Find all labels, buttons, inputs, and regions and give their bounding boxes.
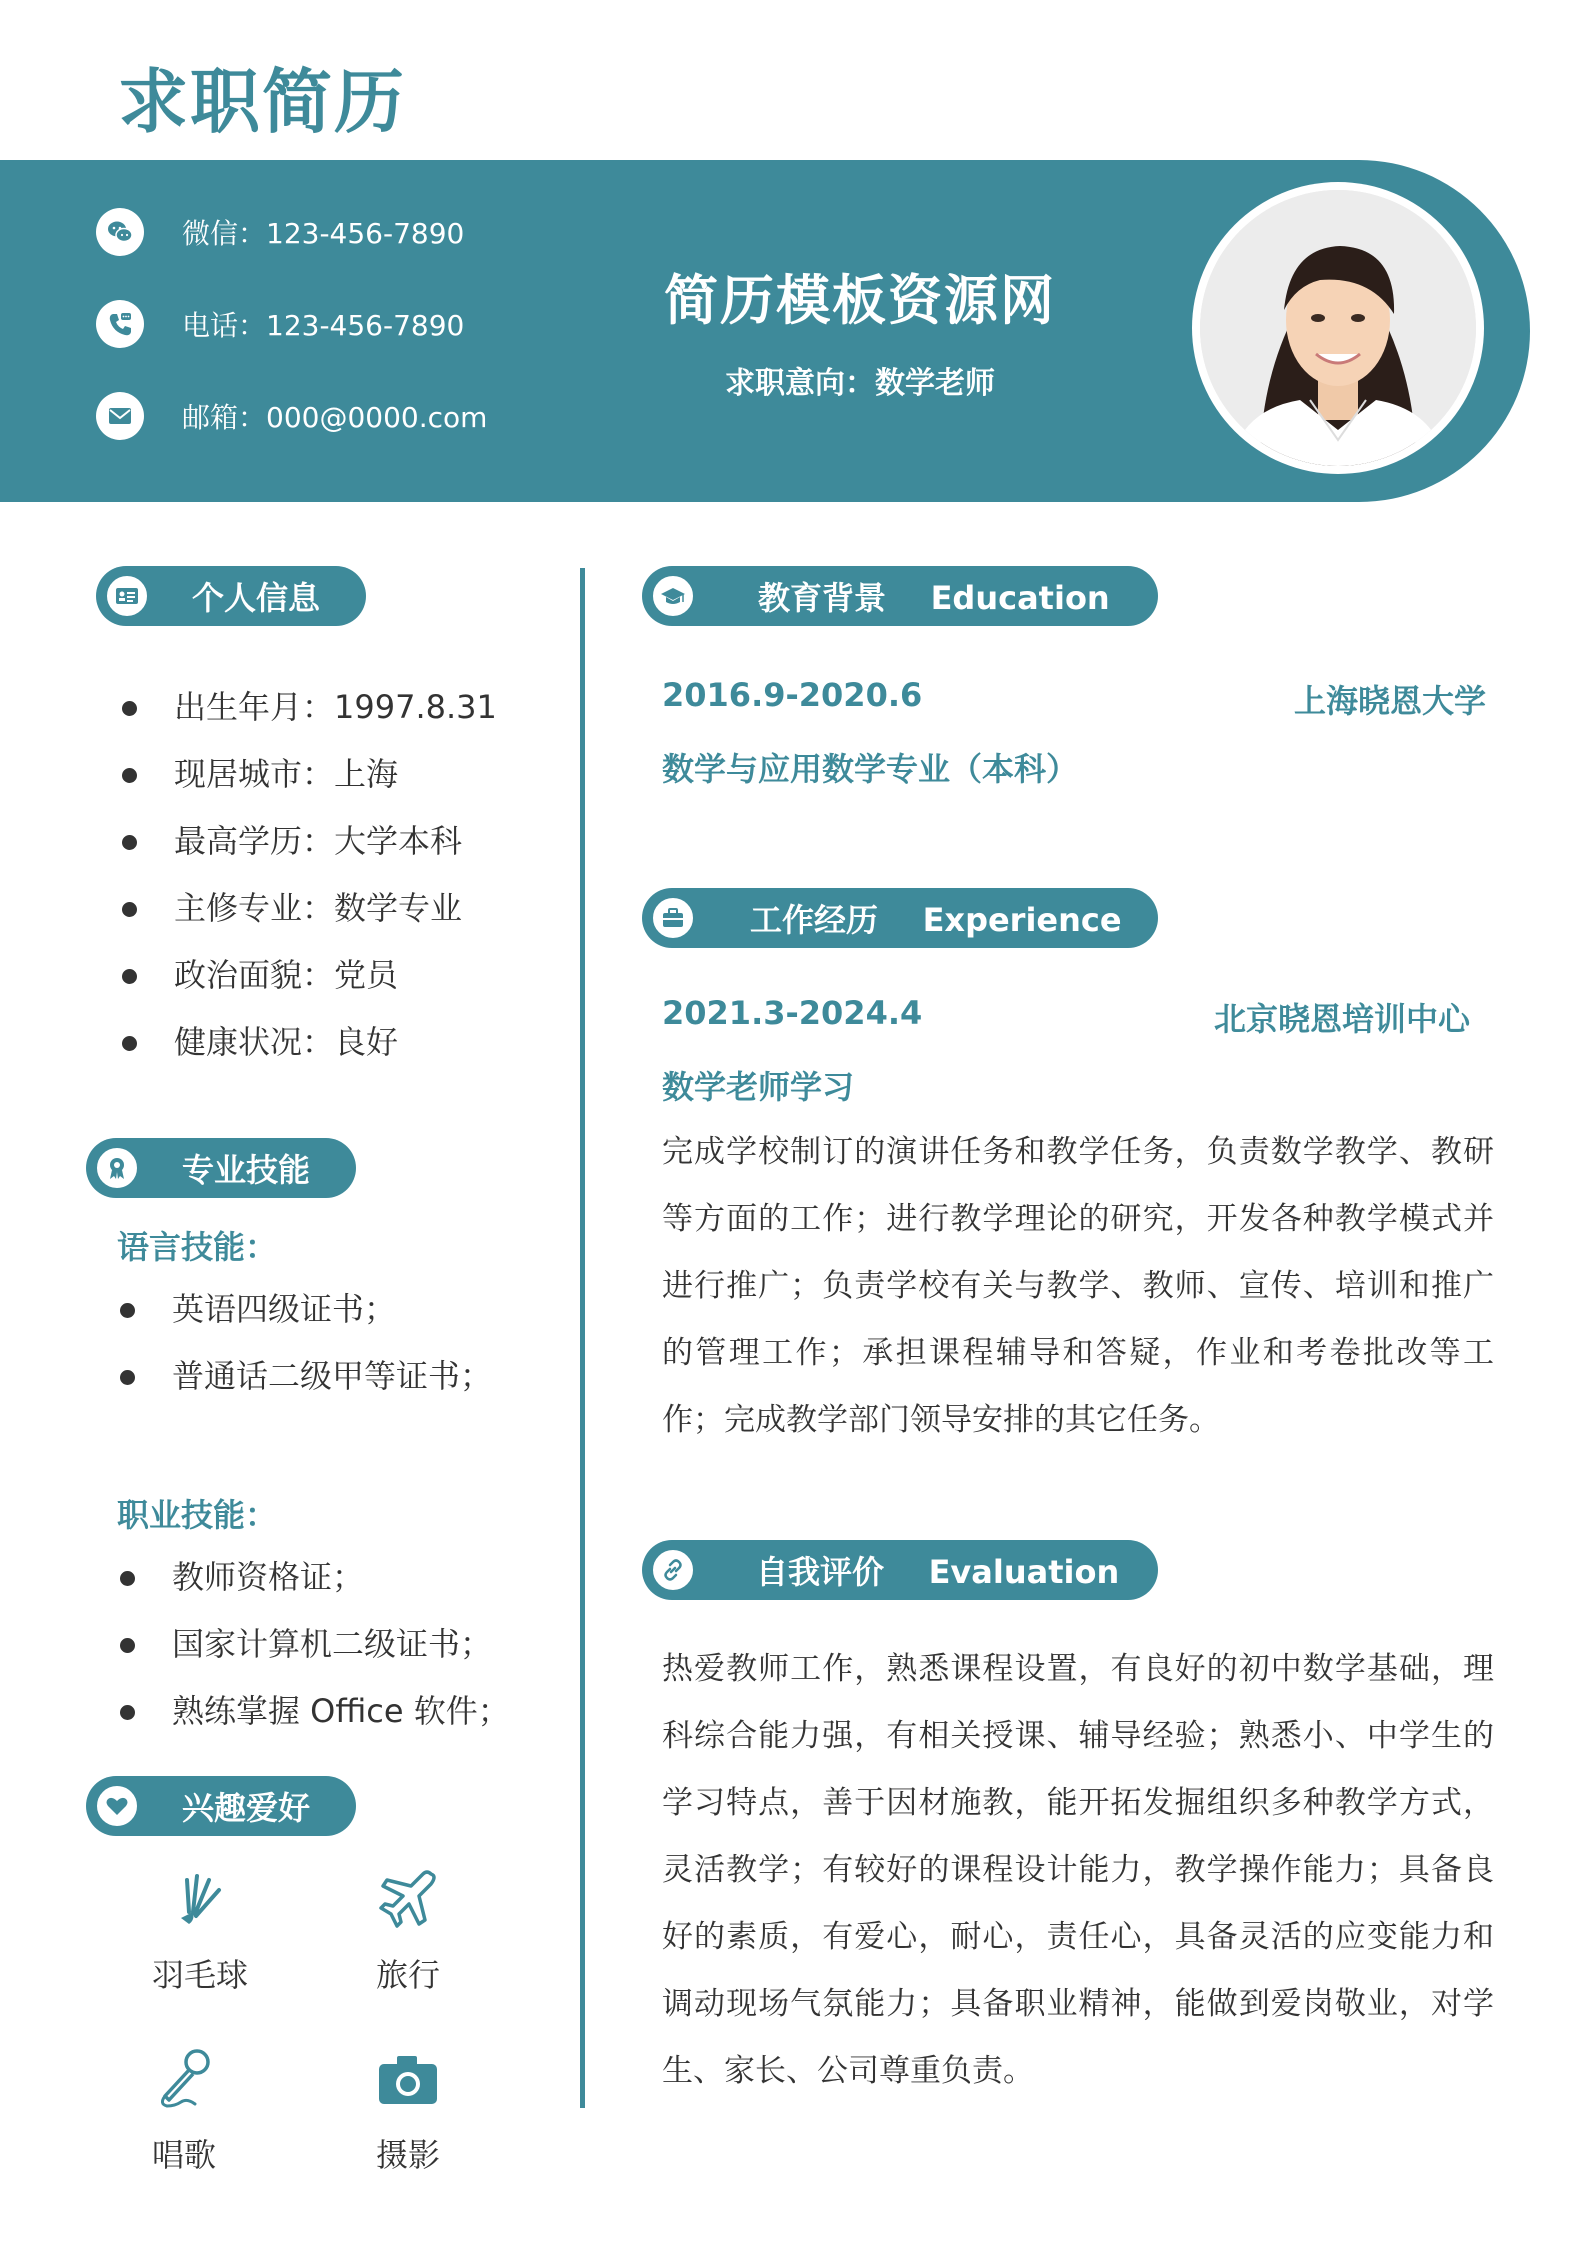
camera-icon [375,2046,441,2112]
professional-skills-title: 职业技能： [117,1496,278,1534]
section-header-education [642,566,1158,626]
education-school: 上海晓恩大学 [1294,682,1487,720]
heart-icon [94,1783,140,1829]
list-item: 现居城市：上海 [118,741,497,808]
hobby-singing [114,2046,254,2176]
section-header-personal [96,566,366,626]
page-title: 求职简历 [118,61,406,143]
hobby-photography [338,2046,478,2176]
phone-icon [96,300,144,348]
list-item: 最高学历：大学本科 [118,808,497,875]
language-skills-list [116,1276,492,1410]
list-item: 英语四级证书； [116,1276,492,1343]
hobby-travel [338,1866,478,1996]
section-title-evaluation: 自我评价 Evaluation [756,1553,1120,1591]
experience-role: 数学老师学习 [662,1068,855,1106]
microphone-icon [151,2046,217,2112]
candidate-name: 简历模板资源网 [664,269,1056,332]
contact-phone-text: 电话：123-456-7890 [182,309,465,342]
section-title-skills: 专业技能 [182,1151,311,1189]
award-icon [94,1145,140,1191]
mail-icon [96,392,144,440]
education-major: 数学与应用数学专业（本科） [662,750,1079,788]
airplane-icon [375,1866,441,1932]
hobby-label: 旅行 [375,1956,440,1994]
experience-period: 2021.3-2024.4 [662,994,923,1032]
education-period: 2016.9-2020.6 [662,676,923,714]
link-icon [650,1547,696,1593]
language-skills-title: 语言技能： [117,1228,278,1266]
briefcase-icon [650,895,696,941]
id-card-icon [104,573,150,619]
list-item: 普通话二级甲等证书； [116,1343,492,1410]
avatar [1200,190,1476,466]
badminton-icon [167,1866,233,1932]
contact-wechat-text: 微信：123-456-7890 [182,217,465,250]
contact-mail-text: 邮箱：000@0000.com [182,401,488,434]
hobby-badminton [130,1866,270,1996]
section-title-education: 教育背景 Education [758,579,1110,617]
contact-mail [96,392,487,440]
hobby-label: 羽毛球 [151,1956,248,1994]
list-item: 出生年月：1997.8.31 [118,674,497,741]
job-intent: 求职意向：数学老师 [725,366,995,401]
section-header-experience [642,888,1158,948]
section-header-evaluation [642,1540,1158,1600]
list-item: 政治面貌：党员 [118,942,497,1009]
section-title-hobbies: 兴趣爱好 [182,1789,311,1827]
hobby-label: 唱歌 [151,2136,216,2174]
experience-company: 北京晓恩培训中心 [1214,1000,1471,1038]
graduation-cap-icon [650,573,696,619]
contact-phone [96,300,464,348]
list-item: 国家计算机二级证书； [116,1611,510,1678]
list-item: 主修专业：数学专业 [118,875,497,942]
list-item: 教师资格证； [116,1544,510,1611]
list-item: 健康状况：良好 [118,1009,497,1076]
wechat-icon [96,208,144,256]
personal-info-list [118,674,497,1076]
professional-skills-list [116,1544,510,1745]
section-title-personal: 个人信息 [192,579,321,617]
hobby-label: 摄影 [375,2136,440,2174]
section-header-hobbies [86,1776,356,1836]
evaluation-text: 热爱教师工作，熟悉课程设置，有良好的初中数学基础，理科综合能力强，有相关授课、辅导经验；熟悉小、中学生的学习特点，善于因材施教，能开拓发掘组织多种教学方式，灵活教学；有较好的课程设计能力，教学操作能力；具备良好的素质，有爱心，耐心，责任心，具备灵活的应变能力和调动现场气氛能力；具备职业精神，能做到爱岗敬业，对学生、家长、公司尊重负责。 [662,1651,1494,2089]
list-item: 熟练掌握 Office 软件； [116,1678,510,1745]
column-divider [580,568,585,2108]
section-title-experience: 工作经历 Experience [750,901,1122,939]
contact-wechat [96,208,464,256]
section-header-skills [86,1138,356,1198]
experience-description: 完成学校制订的演讲任务和教学任务，负责数学教学、教研等方面的工作；进行教学理论的研究，开发各种教学模式并进行推广；负责学校有关与教学、教师、宣传、培训和推广的管理工作；承担课程辅导和答疑，作业和考卷批改等工作；完成教学部门领导安排的其它任务。 [662,1134,1494,1438]
